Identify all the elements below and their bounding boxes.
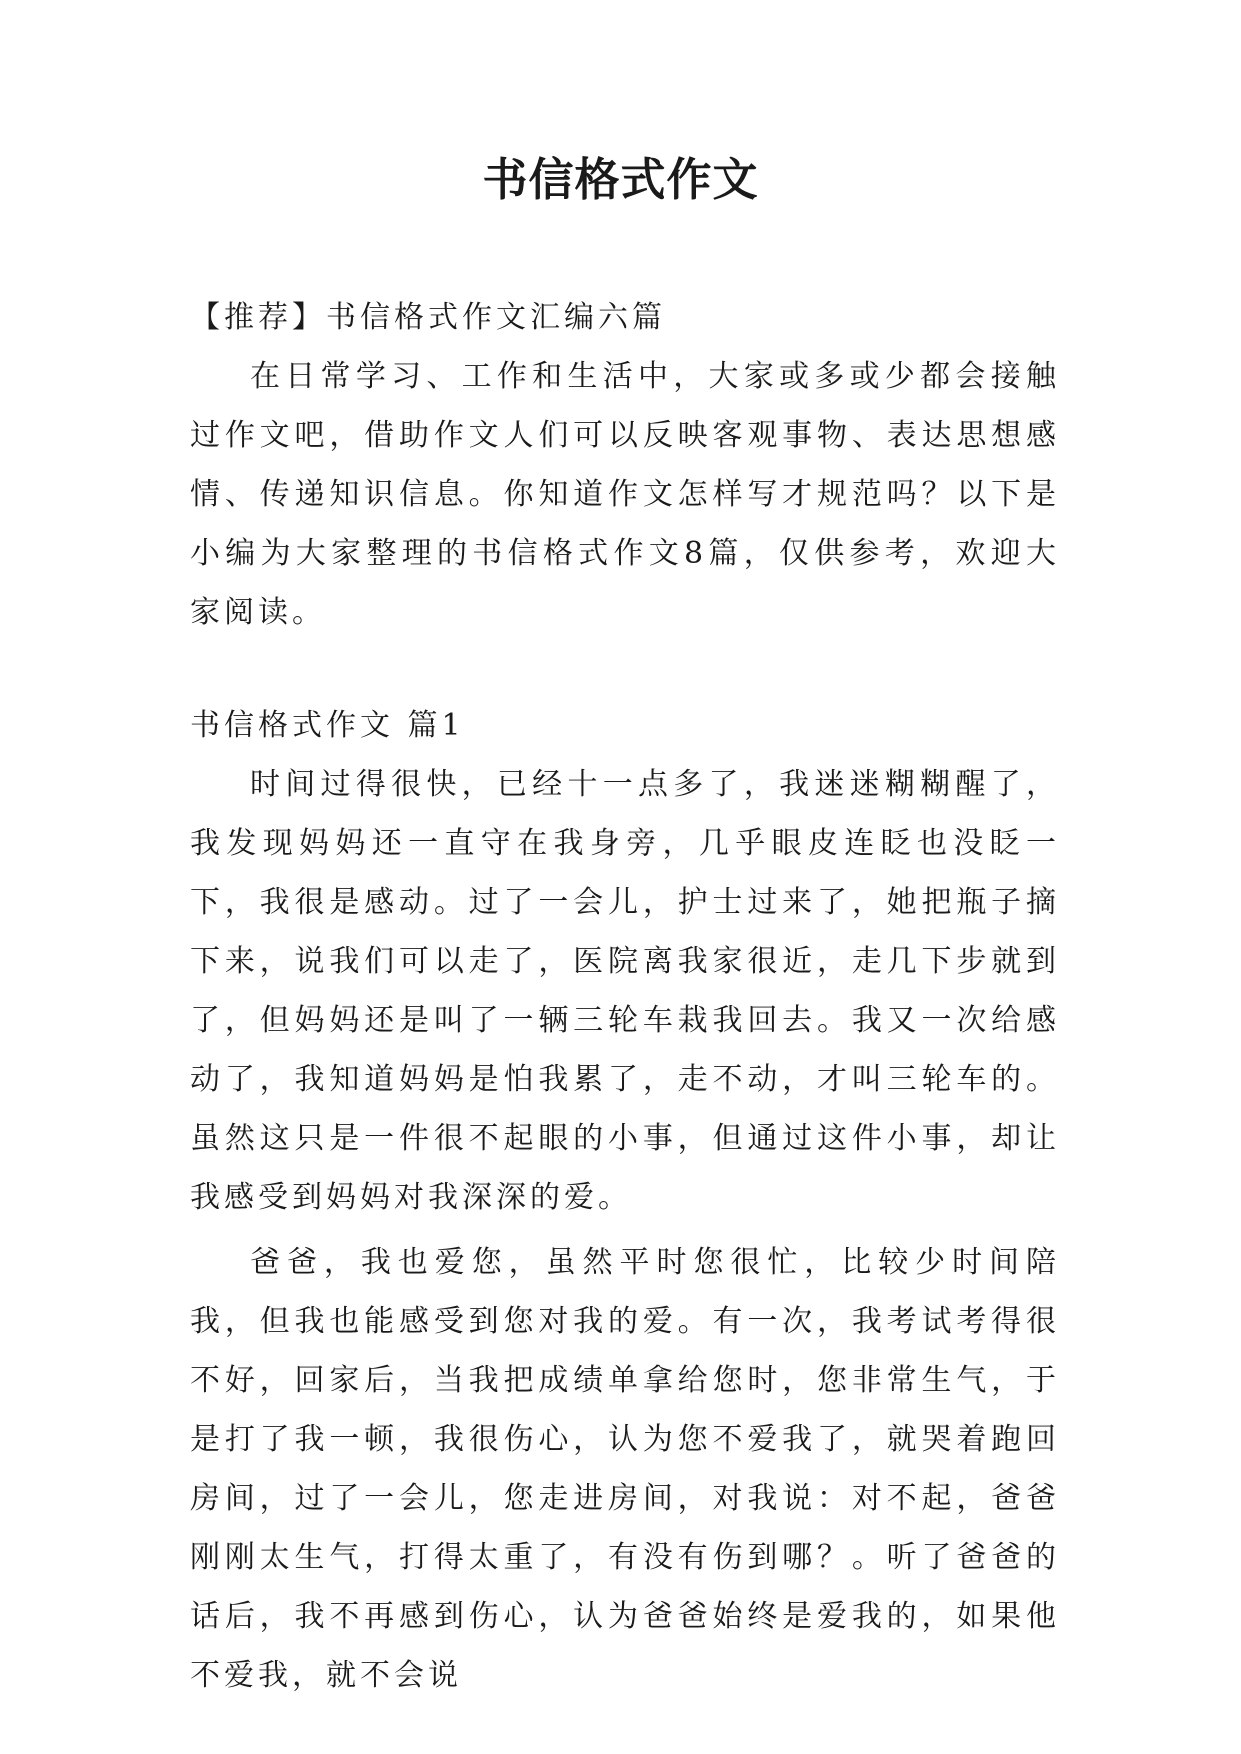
section-paragraph: 爸爸，我也爱您，虽然平时您很忙，比较少时间陪我，但我也能感受到您对我的爱。有一次，我考试考得很不好，回家后，当我把成绩单拿给您时，您非常生气，于是打了我一顿，我很伤心，认为您不爱我了，就哭着跑回房间，过了一会儿，您走进房间，对我说：对不起，爸爸刚刚太生气，打得太重了，有没有伤到哪？。听了爸爸的话后，我不再感到伤心，认为爸爸始终是爱我的，如果他不爱我，就不会说 xyxy=(190,1245,1060,1693)
document-subtitle: 【推荐】书信格式作文汇编六篇 xyxy=(190,300,666,335)
intro-paragraph: 在日常学习、工作和生活中，大家或多或少都会接触过作文吧，借助作文人们可以反映客观事物、表达思想感情、传递知识信息。你知道作文怎样写才规范吗？以下是小编为大家整理的书信格式作文8篇，仅供参考，欢迎大家阅读。 xyxy=(190,359,1060,630)
document-title: 书信格式作文 xyxy=(482,153,759,206)
section-paragraph: 时间过得很快，已经十一点多了，我迷迷糊糊醒了，我发现妈妈还一直守在我身旁，几乎眼皮连眨也没眨一下，我很是感动。过了一会儿，护士过来了，她把瓶子摘下来，说我们可以走了，医院离我家很近，走几下步就到了，但妈妈还是叫了一辆三轮车栽我回去。我又一次给感动了，我知道妈妈是怕我累了，走不动，才叫三轮车的。虽然这只是一件很不起眼的小事，但通过这件小事，却让我感受到妈妈对我深深的爱。 xyxy=(190,767,1060,1215)
section-heading: 书信格式作文 篇1 xyxy=(190,708,465,743)
document-body xyxy=(190,288,1060,1705)
